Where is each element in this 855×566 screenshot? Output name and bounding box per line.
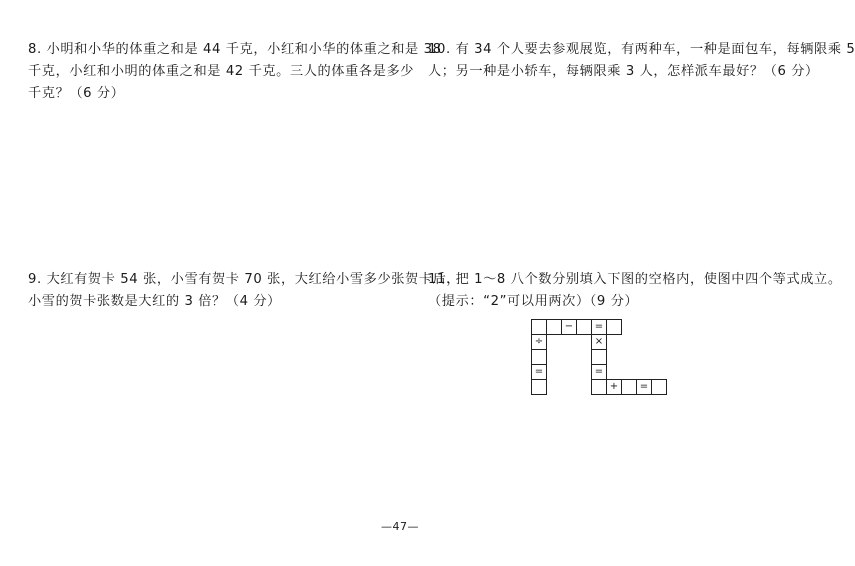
problem-8-line-1: 8. 小明和小华的体重之和是 44 千克，小红和小华的体重之和是 38	[28, 42, 442, 57]
problem-11-line-2: （提示：“2”可以用两次）（9 分）	[428, 294, 639, 309]
problem-10	[428, 39, 855, 83]
problem-8-line-3: 千克？（6 分）	[28, 86, 125, 101]
problem-10-line-1: 10. 有 34 个人要去参观展览，有两种车，一种是面包车，每辆限乘 5	[428, 42, 855, 57]
equals-sign-cell: =	[531, 364, 547, 380]
blank-cell[interactable]	[531, 319, 547, 335]
problem-9-line-1: 9. 大红有贺卡 54 张，小雪有贺卡 70 张，大红给小雪多少张贺卡后，	[28, 272, 461, 287]
blank-cell[interactable]	[606, 319, 622, 335]
problem-9	[28, 269, 460, 313]
equals-sign-cell: =	[636, 379, 652, 395]
problem-11-line-1: 11. 把 1～8 八个数分别填入下图的空格内，使图中四个等式成立。	[428, 272, 842, 287]
page-number: —47—	[381, 520, 419, 533]
times-sign-cell: ×	[591, 334, 607, 350]
blank-cell[interactable]	[621, 379, 637, 395]
problem-10-line-2: 人；另一种是小轿车，每辆限乘 3 人，怎样派车最好？（6 分）	[428, 64, 819, 79]
plus-sign-cell: +	[606, 379, 622, 395]
number-puzzle-grid	[531, 319, 671, 399]
problem-9-line-2: 小雪的贺卡张数是大红的 3 倍？（4 分）	[28, 294, 281, 309]
equals-sign-cell: =	[591, 319, 607, 335]
blank-cell[interactable]	[576, 319, 592, 335]
blank-cell[interactable]	[651, 379, 667, 395]
blank-cell[interactable]	[531, 379, 547, 395]
problem-8-line-2: 千克，小红和小明的体重之和是 42 千克。三人的体重各是多少	[28, 64, 415, 79]
blank-cell[interactable]	[546, 319, 562, 335]
equals-sign-cell: =	[591, 364, 607, 380]
blank-cell[interactable]	[591, 379, 607, 395]
blank-cell[interactable]	[531, 349, 547, 365]
problem-11	[428, 269, 842, 313]
blank-cell[interactable]	[591, 349, 607, 365]
problem-8	[28, 39, 442, 105]
divide-sign-cell: ÷	[531, 334, 547, 350]
minus-sign-cell: −	[561, 319, 577, 335]
